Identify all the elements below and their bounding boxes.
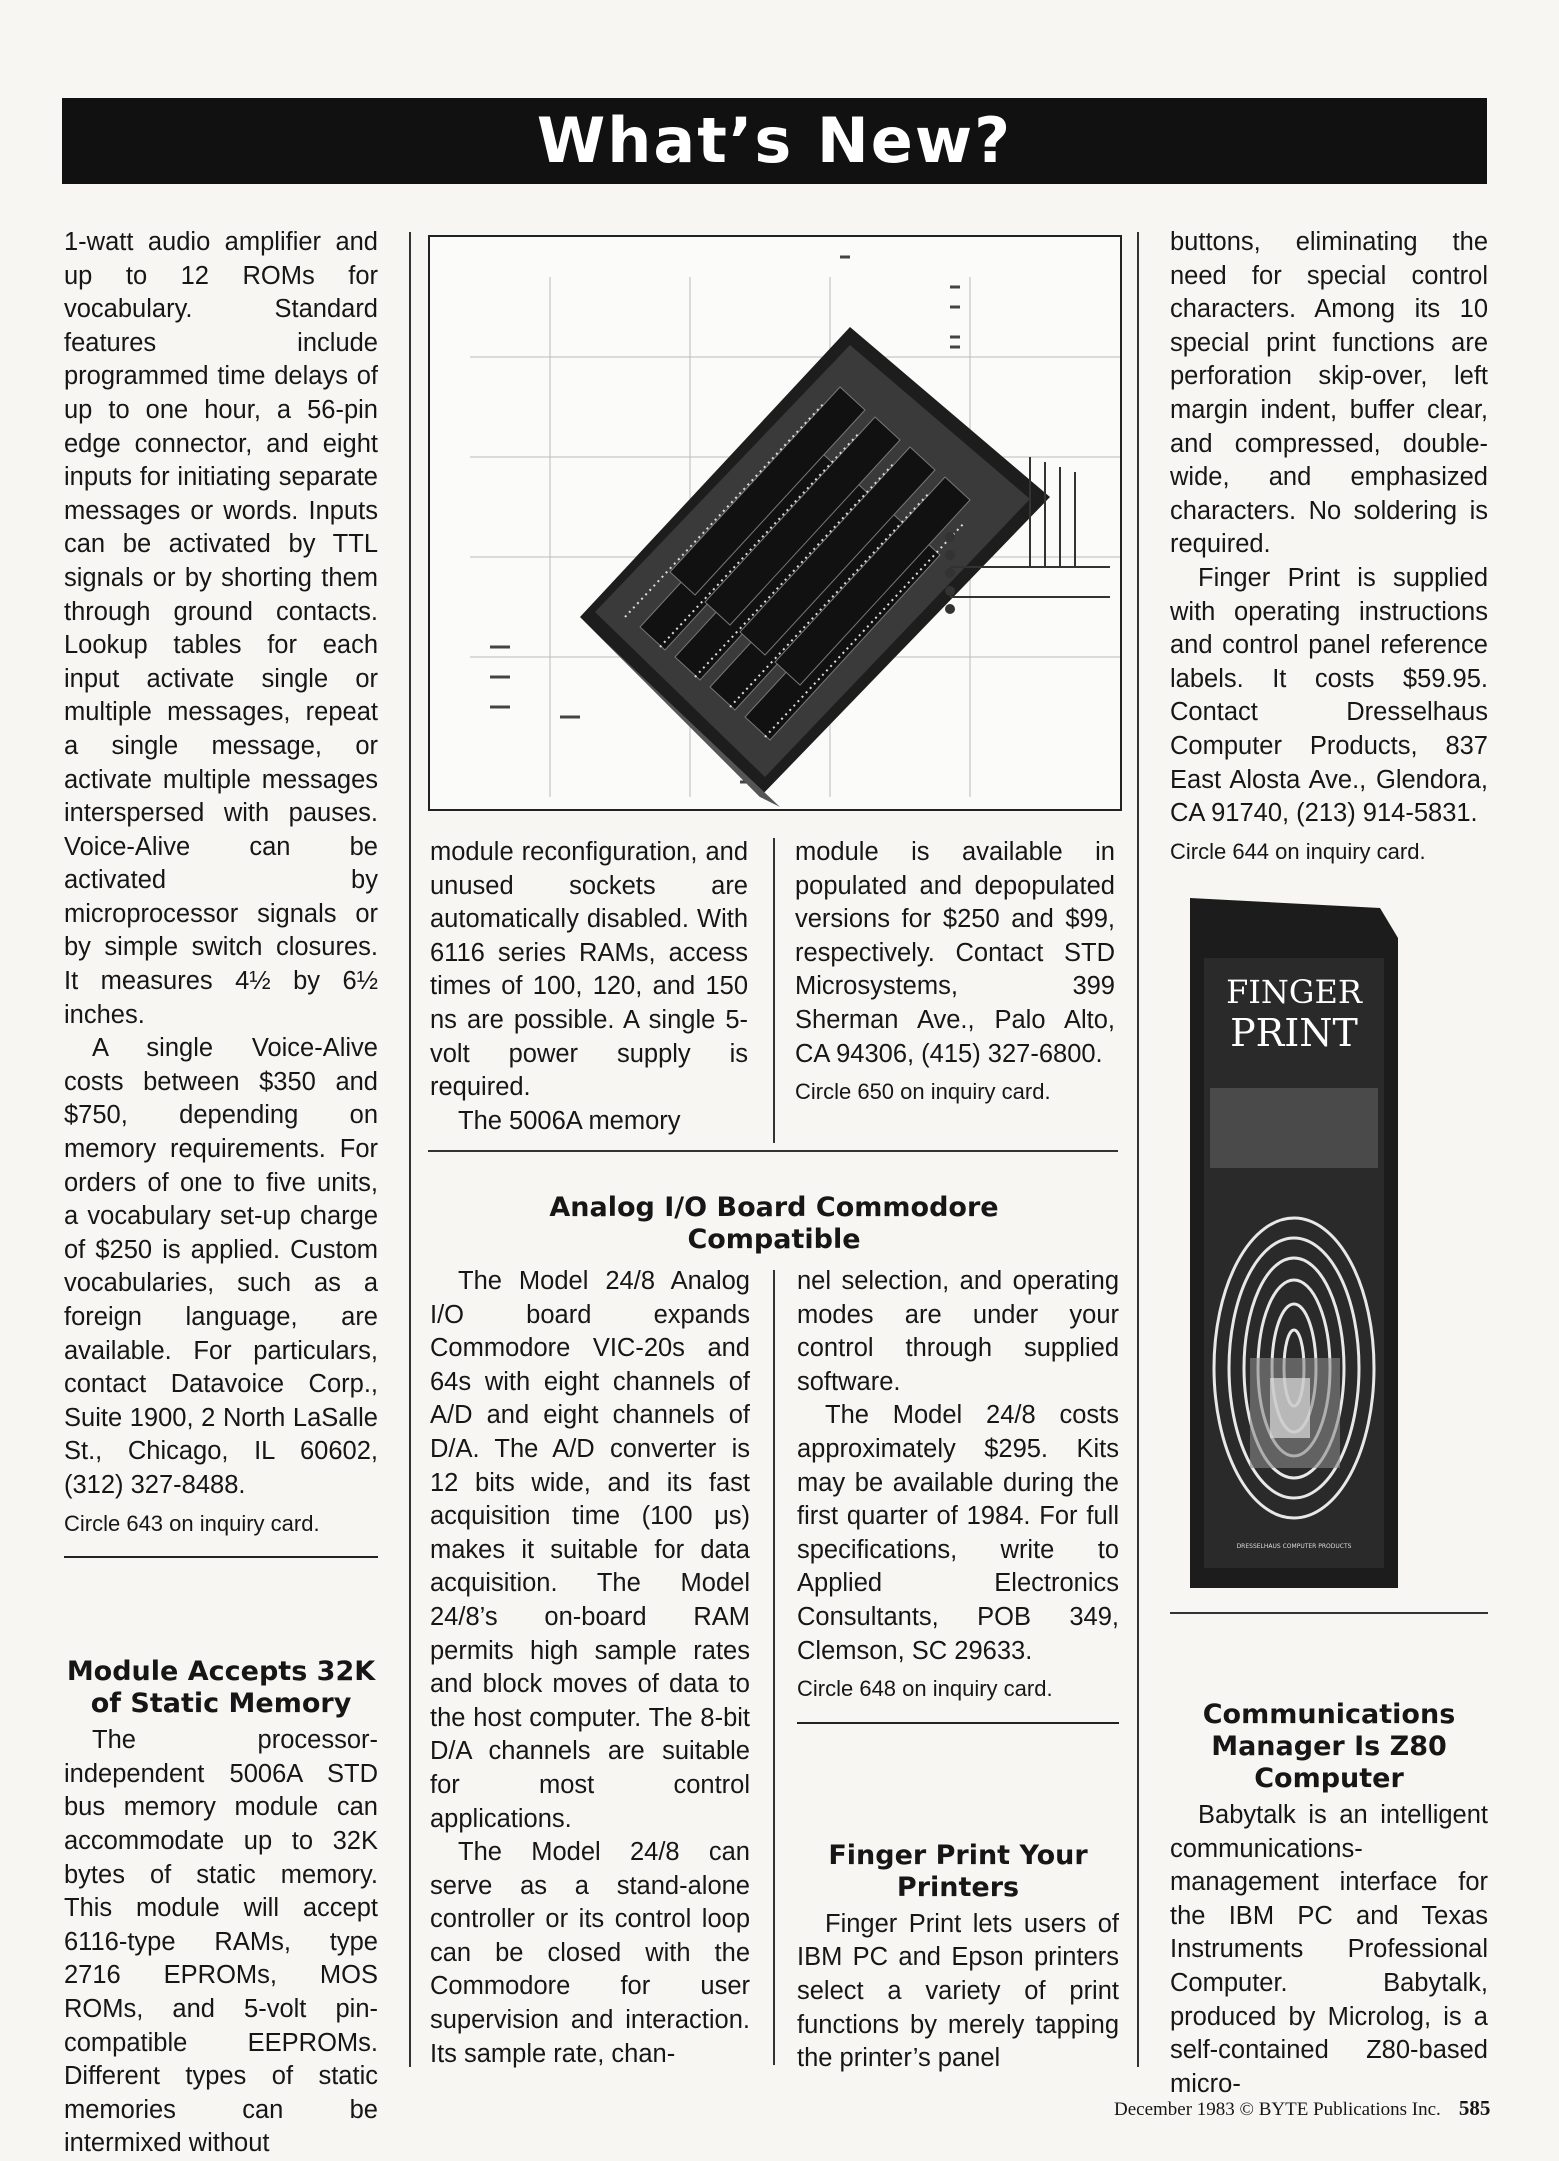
finger-text-2: buttons, eliminating the need for special control characters. Among its 10 special print functions are perforation skip-over, left margin indent, buffer clear, and compressed, double-wide, and emphasized characters. No soldering is required. xyxy=(1170,228,1488,559)
product-box-illustration xyxy=(1190,898,1398,1588)
inquiry-circle-650: Circle 650 on inquiry card. xyxy=(795,1079,1051,1105)
page-number: 585 xyxy=(1458,2096,1491,2120)
product-box-word-2: PRINT xyxy=(1230,1011,1358,1055)
finger-text: Finger Print lets users of IBM PC and Epson printers select a variety of print functions by merely tapping the printer’s panel xyxy=(797,1909,1119,2073)
finger-print-product-photo xyxy=(1190,898,1398,1588)
memory-board-illustration xyxy=(430,237,1120,809)
column-divider-3 xyxy=(1137,232,1139,2067)
analog-text-2: The Model 24/8 can serve as a stand-alone controller or its control loop can be closed with the Commodore for user supervision and interaction. Its sample rate, chan- xyxy=(430,1838,750,2068)
page-banner: What’s New? xyxy=(62,98,1487,184)
footer-text: December 1983 © BYTE Publications Inc. xyxy=(1114,2099,1441,2120)
column-2-analog xyxy=(430,1265,750,2071)
analog-top-rule xyxy=(428,1150,1118,1152)
product-box-word-1: FINGER xyxy=(1226,973,1362,1011)
finger-top-rule xyxy=(797,1722,1119,1724)
column-3-analog xyxy=(797,1265,1119,2076)
column-divider-1 xyxy=(409,232,411,2067)
column-divider-2a xyxy=(773,838,775,1143)
datavoice-text-1: 1-watt audio amplifier and up to 12 ROMs for vocabulary. Standard features include programmed time delays of up to one hour, a 56-pin edge connector, and eight inputs for initiating separate messages or words. Inputs can be activated by TTL signals or by shorting them through ground contacts. Lookup tables for each input activate single or multiple messages, repeat a single message, or activate multiple messages interspersed with pauses. Voice-Alive can be activated by microprocessor signals or by simple switch closures. It measures 4½ by 6½ inches. xyxy=(64,228,378,1029)
datavoice-text-2: A single Voice-Alive costs between $350 and $750, depending on memory requirements. For orders of one to five units, a vocabulary set-up charge of $250 is applied. Custom vocabularies, such as a foreign language, are available. For particulars, contact Datavoice Corp., Suite 1900, 2 North LaSalle St., Chicago, IL 60602, (312) 327-8488. xyxy=(64,1034,378,1499)
column-2-top xyxy=(430,836,748,1138)
memory-board-photo xyxy=(428,235,1122,811)
comm-heading: Communications Manager Is Z80 Computer xyxy=(1202,1699,1456,1794)
inquiry-circle-643: Circle 643 on inquiry card. xyxy=(64,1510,320,1536)
section-divider xyxy=(64,1556,378,1558)
inquiry-circle-644: Circle 644 on inquiry card. xyxy=(1170,838,1426,864)
finger-heading: Finger Print Your Printers xyxy=(828,1839,1088,1903)
column-1 xyxy=(64,226,378,2161)
analog-text-1: The Model 24/8 Analog I/O board expands Commodore VIC-20s and 64s with eight channels of A/D and eight channels of D/A. The A/D converter is 12 bits wide, and its fast acquisition time (100 μs) makes it suitable for data acquisition. The Model 24/8’s on-board RAM permits high sample rates and block moves of data to the host computer. The 8-bit D/A channels are suitable for most control applications. xyxy=(430,1267,750,1833)
column-3-top xyxy=(795,836,1115,1109)
module-heading: Module Accepts 32K of Static Memory xyxy=(66,1656,376,1720)
module-text: The processor-independent 5006A STD bus memory module can accommodate up to 32K bytes of static memory. This module will accept 6116-type RAMs, type 2716 EPROMs, MOS ROMs, and 5-volt pin-compatible EEPROMs. Different types of static memories can be intermixed without xyxy=(64,1726,378,2158)
memory-text-2: The 5006A memory xyxy=(458,1106,681,1135)
analog-heading: Analog I/O Board Commodore Compatible xyxy=(549,1192,999,1255)
finger-text-3: Finger Print is supplied with operating instructions and control panel reference labels. It costs $59.95. Contact Dresselhaus Computer Products, 837 East Alosta Ave., Glendora, CA 91740, (213) 914-5831. xyxy=(1170,563,1488,828)
analog-text-4: The Model 24/8 costs approximately $295. Kits may be available during the first quarter of 1984. For full specifications, write to Applied Electronics Consultants, POB 349, Clemson, SC 29633. xyxy=(797,1401,1119,1665)
column-4 xyxy=(1170,226,1488,868)
product-box-brand: DRESSELHAUS COMPUTER PRODUCTS xyxy=(1236,1543,1352,1550)
inquiry-circle-648: Circle 648 on inquiry card. xyxy=(797,1676,1053,1702)
analog-text-3: nel selection, and operating modes are under your control through supplied software. xyxy=(797,1267,1119,1396)
comm-text: Babytalk is an intelligent communications-management interface for the IBM PC and Texas Instruments Professional Computer. Babytalk, produced by Microlog, is a self-contained Z80-based micro- xyxy=(1170,1801,1488,2098)
memory-text-3: module is available in populated and depopulated versions for $250 and $99, respectively. Contact STD Microsystems, 399 Sherman Ave., Palo Alto, CA 94306, (415) 327-6800. xyxy=(795,838,1115,1068)
column-divider-2b xyxy=(773,1270,775,2065)
memory-text-1: module reconfiguration, and unused sockets are automatically disabled. With 6116 series RAMs, access times of 100, 120, and 150 ns are possible. A single 5-volt power supply is required. xyxy=(430,838,748,1102)
column-4-bottom xyxy=(1170,1699,1488,2101)
comm-top-rule xyxy=(1170,1612,1488,1614)
page-footer xyxy=(1114,2096,1490,2121)
